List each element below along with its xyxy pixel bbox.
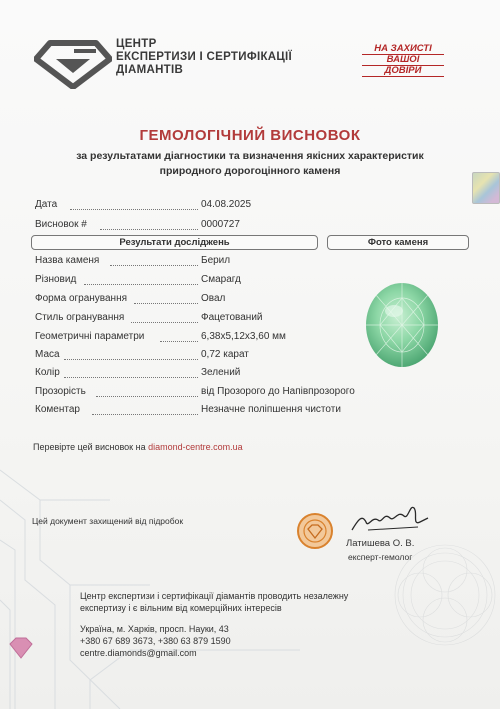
org-line-1: ЦЕНТР <box>116 38 157 50</box>
about-text <box>80 590 348 614</box>
subtitle-line-2: природного дорогоцінного каменя <box>159 165 341 177</box>
phone-numbers: +380 67 689 3673, +380 63 879 1590 <box>80 636 231 646</box>
address: Україна, м. Харків, просп. Науки, 43 <box>80 624 229 634</box>
document-title: ГЕМОЛОГІЧНИЙ ВИСНОВОК <box>139 127 361 144</box>
corner-diamond-icon <box>8 636 34 660</box>
about-line-1: Центр експертизи і сертифікації діамантів проводить незалежну <box>80 591 349 601</box>
anti-counterfeit-notice: Цей документ захищений від підробок <box>32 516 184 526</box>
result-label: Коментар <box>35 404 80 415</box>
result-value: Зелений <box>201 367 241 378</box>
date-dots <box>70 209 198 210</box>
about-line-2: експертизу і є вільним від комерційних інтересів <box>80 603 282 613</box>
organization-name <box>116 38 292 77</box>
signature <box>348 500 430 536</box>
result-dots <box>64 377 198 378</box>
result-dots <box>92 414 198 415</box>
slogan-line-2: ВАШОЇ <box>362 55 444 66</box>
result-value: 6,38х5,12х3,60 мм <box>201 331 286 342</box>
org-line-3: ДІАМАНТІВ <box>116 64 184 76</box>
result-label: Стиль огранування <box>35 312 125 323</box>
result-dots <box>131 322 198 323</box>
signer-name: Латишева О. В. <box>346 538 415 549</box>
verify-link[interactable]: diamond-centre.com.ua <box>148 442 243 452</box>
slogan <box>362 44 444 77</box>
slogan-line-3: ДОВІРИ <box>362 66 444 77</box>
date-value: 04.08.2025 <box>201 199 252 210</box>
result-value: Фацетований <box>201 312 263 323</box>
result-value: Незначне поліпшення чистоти <box>201 404 341 415</box>
hologram-sticker <box>472 172 500 204</box>
date-label: Дата <box>35 199 58 210</box>
seal-stamp-icon <box>296 512 334 550</box>
signer-role: експерт-гемолог <box>348 552 413 562</box>
conclusion-number-value: 0000727 <box>201 219 240 230</box>
verify-text: Перевірте цей висновок на <box>33 442 149 452</box>
result-value: від Прозорого до Напівпрозорого <box>201 386 355 397</box>
result-dots <box>64 359 198 360</box>
result-value: Овал <box>201 293 226 304</box>
result-dots <box>110 265 198 266</box>
result-label: Прозорість <box>35 386 86 397</box>
result-value: 0,72 карат <box>201 349 249 360</box>
result-label: Різновид <box>35 274 77 285</box>
result-dots <box>160 341 198 342</box>
result-label: Форма огранування <box>35 293 128 304</box>
result-dots <box>84 284 198 285</box>
slogan-line-1: НА ЗАХИСТІ <box>362 44 444 55</box>
subtitle-line-1: за результатами діагностики та визначення якісних характеристик <box>76 150 424 162</box>
results-section-header: Результати досліджень <box>31 235 318 250</box>
email[interactable]: centre.diamonds@gmail.com <box>80 648 197 658</box>
brand-logo-icon <box>34 37 112 89</box>
result-value: Берил <box>201 255 231 266</box>
org-line-2: ЕКСПЕРТИЗИ І СЕРТИФІКАЦІЇ <box>116 51 293 63</box>
number-dots <box>100 229 198 230</box>
result-label: Колір <box>35 367 60 378</box>
result-value: Смарагд <box>201 274 241 285</box>
result-label: Назва каменя <box>35 255 100 266</box>
conclusion-number-label: Висновок # <box>35 219 87 230</box>
result-label: Маса <box>35 349 60 360</box>
gemstone-photo <box>364 281 440 369</box>
result-label: Геометричні параметри <box>35 331 145 342</box>
document-subtitle <box>0 149 500 179</box>
photo-section-header: Фото каменя <box>327 235 469 250</box>
result-dots <box>134 303 198 304</box>
contacts-block <box>80 623 231 659</box>
verify-notice <box>33 442 243 452</box>
result-dots <box>96 396 198 397</box>
